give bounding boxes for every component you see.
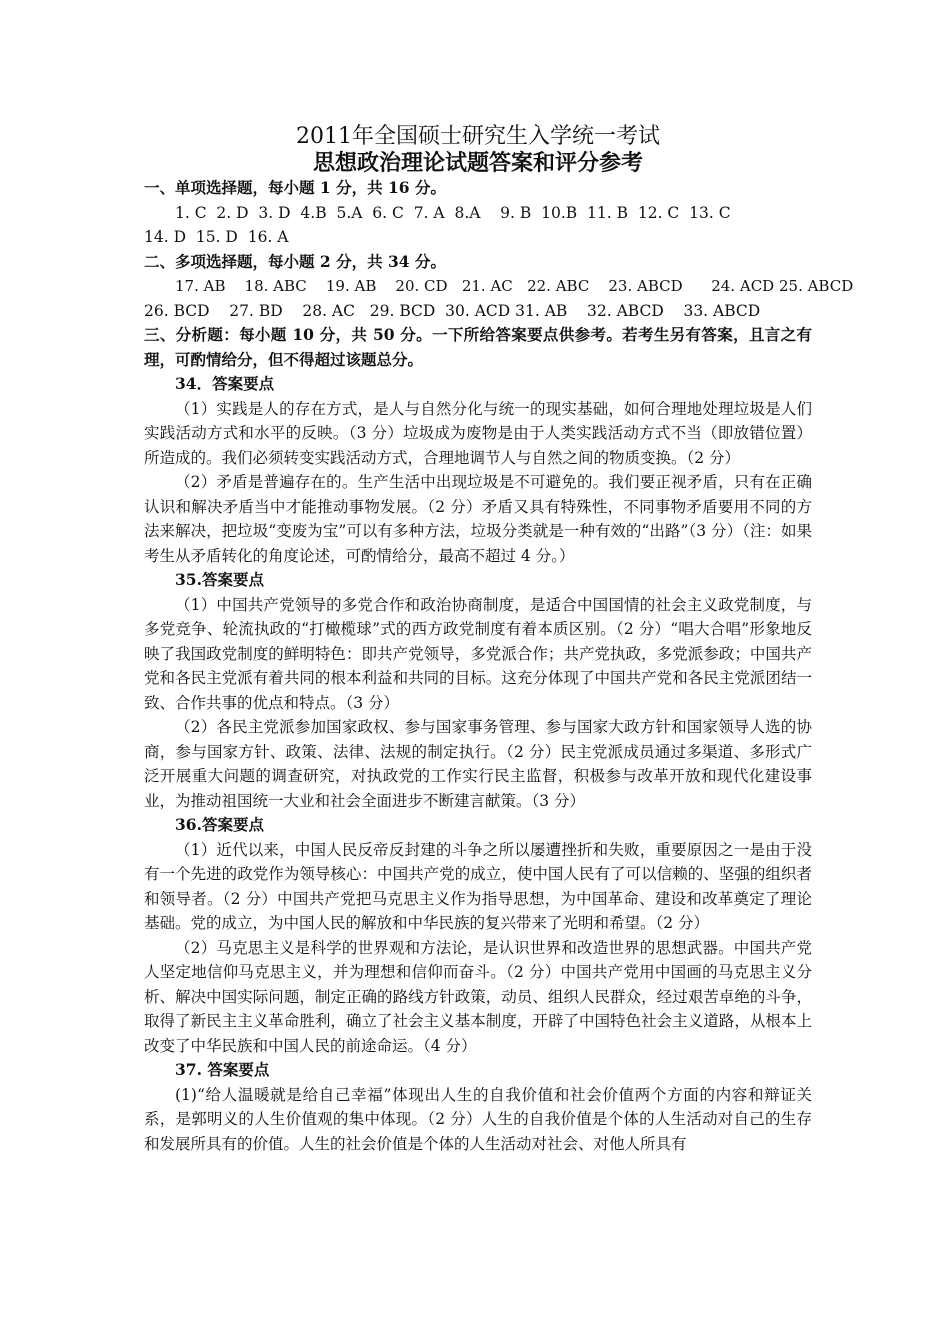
q36-heading: 36.答案要点 bbox=[175, 815, 264, 834]
q34-paragraph-1: （1）实践是人的存在方式，是人与自然分化与统一的现实基础，如何合理地处理垃圾是人们实践活动方式和水平的反映。（3 分）垃圾成为废物是由于人类实践活动方式不当（即放错位置）所造成的。我们必须转变实践活动方式，合理地调节人与自然之间的物质变换。（2 分） bbox=[144, 399, 812, 467]
section-2-answers-line-2: 26. BCD 27. BD 28. AC 29. BCD 30. ACD 31. AB 32. ABCD 33. ABCD bbox=[144, 301, 761, 320]
section-2-heading: 二、多项选择题，每小题 2 分，共 34 分。 bbox=[144, 251, 446, 271]
section-1-answers-line-1: 1. C 2. D 3. D 4.B 5.A 6. C 7. A 8.A 9. B 10.B 11. B 12. C 13. C bbox=[175, 203, 731, 222]
q37-paragraph-1: (1)“给人温暖就是给自己幸福”体现出人生的自我价值和社会价值两个方面的内容和辩证关系，是郭明义的人生价值观的集中体现。（2 分）人生的自我价值是个体的人生活动对自己的生存和发展所具有的价值。人生的社会价值是个体的人生活动对社会、对他人所具有 bbox=[144, 1085, 812, 1153]
q35-paragraph-2: （2）各民主党派参加国家政权、参与国家事务管理、参与国家大政方针和国家领导人选的协商，参与国家方针、政策、法律、法规的制定执行。（2 分）民主党派成员通过多渠道、多形式广泛开展重大问题的调查研究，对执政党的工作实行民主监督，积极参与改革开放和现代化建设事业，为推动祖国统一大业和社会全面进步不断建言献策。（3 分） bbox=[144, 718, 812, 810]
q34-heading: 34．答案要点 bbox=[175, 374, 275, 393]
q34-paragraph-2: （2）矛盾是普遍存在的。生产生活中出现垃圾是不可避免的。我们要正视矛盾，只有在正确认识和解决矛盾当中才能推动事物发展。（2 分）矛盾又具有特殊性，不同事物矛盾要用不同的方法来解决，把垃圾“变废为宝”可以有多种方法，垃圾分类就是一种有效的“出路”（3 分）（注：如果考生从矛盾转化的角度论述，可酌情给分，最高不超过 4 分。） bbox=[144, 473, 812, 565]
q36-paragraph-1: （1）近代以来，中国人民反帝反封建的斗争之所以屡遭挫折和失败，重要原因之一是由于没有一个先进的政党作为领导核心：中国共产党的成立，使中国人民有了可以信赖的、坚强的组织者和领导者。（2 分）中国共产党把马克思主义作为指导思想，为中国革命、建设和改革奠定了理论基础。党的成立，为中国人民的解放和中华民族的复兴带来了光明和希望。（2 分） bbox=[144, 840, 812, 932]
q35-heading: 35.答案要点 bbox=[175, 570, 264, 589]
document-page bbox=[144, 124, 854, 1156]
page-title: 2011年全国硕士研究生入学统一考试 bbox=[296, 124, 660, 149]
q36-paragraph-2: （2）马克思主义是科学的世界观和方法论，是认识世界和改造世界的思想武器。中国共产党人坚定地信仰马克思主义，并为理想和信仰而奋斗。（2 分）中国共产党用中国画的马克思主义分析、解决中国实际问题，制定正确的路线方针政策，动员、组织人民群众，经过艰苦卓绝的斗争，取得了新民主主义革命胜利，确立了社会主义基本制度，开辟了中国特色社会主义道路，从根本上改变了中华民族和中国人民的前途命运。（4 分） bbox=[144, 938, 812, 1055]
section-1-heading: 一、单项选择题，每小题 1 分，共 16 分。 bbox=[144, 178, 446, 197]
section-1-answers-line-2: 14. D 15. D 16. A bbox=[144, 228, 289, 246]
q35-paragraph-1: （1）中国共产党领导的多党合作和政治协商制度，是适合中国国情的社会主义政党制度，与多党竞争、轮流执政的“打橄榄球”式的西方政党制度有着本质区别。（2 分）“唱大合唱”形象地反映了我国政党制度的鲜明特色：即共产党领导，多党派合作；共产党执政，多党派参政；中国共产党和各民主党派有着共同的根本利益和共同的目标。这充分体现了中国共产党和各民主党派团结一致、合作共事的优点和特点。（3 分） bbox=[144, 595, 812, 712]
section-3-heading: 三、分析题：每小题 10 分，共 50 分。一下所给答案要点供参考。若考生另有答案，且言之有理，可酌情给分，但不得超过该题总分。 bbox=[144, 325, 812, 369]
q37-heading: 37. 答案要点 bbox=[175, 1060, 270, 1079]
section-2-answers-line-1: 17. AB 18. ABC 19. AB 20. CD 21. AC 22. ABC 23. ABCD 24. ACD 25. ABCD bbox=[175, 277, 854, 295]
page-subtitle: 思想政治理论试题答案和评分参考 bbox=[312, 150, 643, 176]
